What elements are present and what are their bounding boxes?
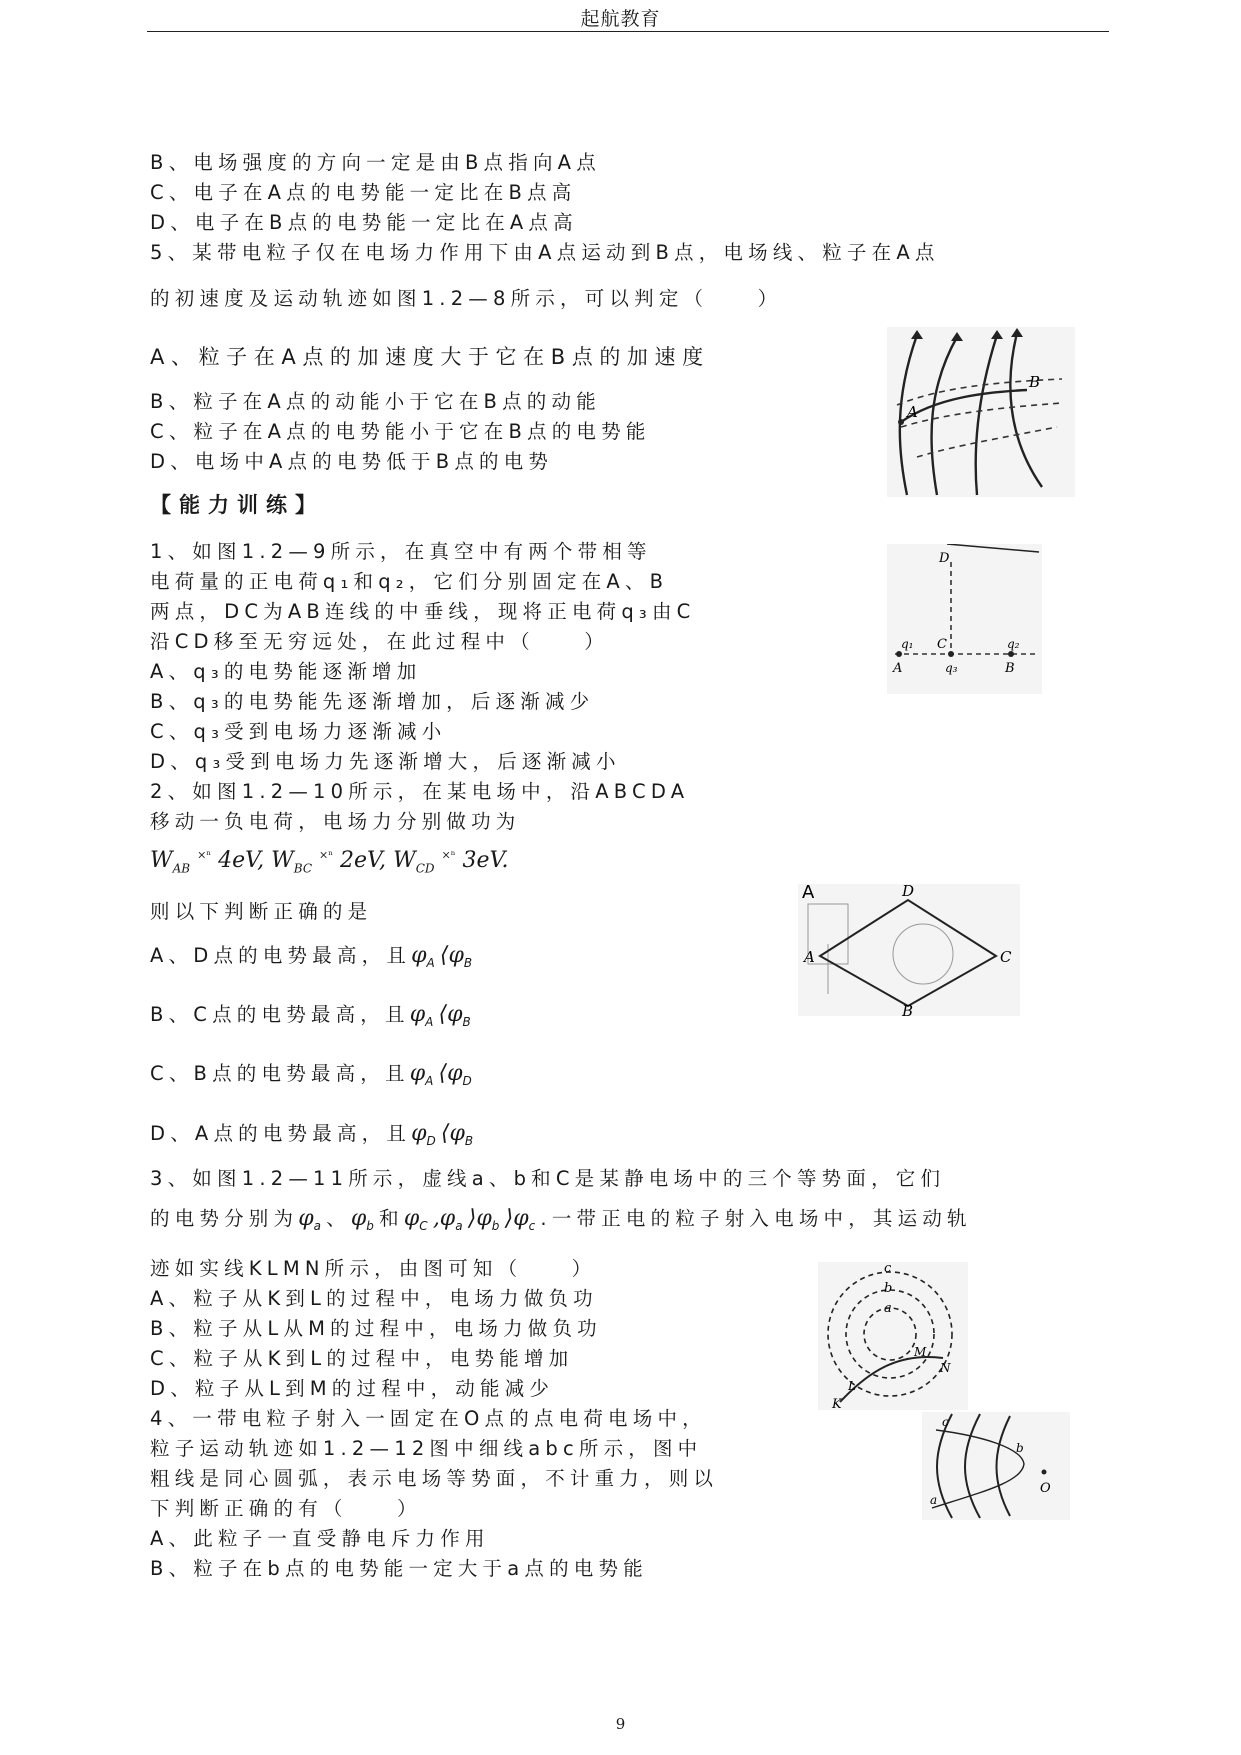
text-line: 则以下判断正确的是	[150, 900, 373, 923]
figure-label: A	[907, 403, 918, 421]
figure-label: q₂	[1007, 637, 1020, 651]
page-number: 9	[615, 1715, 626, 1733]
figure-label: C	[1000, 948, 1012, 966]
q2-option-a: A、D点的电势最高，且$\varphi_A⟨\varphi_B$	[150, 943, 478, 970]
figure-label: O	[1040, 1481, 1051, 1496]
figure-1-2-9	[887, 544, 1042, 694]
figure-label: A	[802, 884, 815, 903]
particle-trajectory-diagram	[922, 1412, 1070, 1520]
figure-label: D	[939, 551, 950, 566]
charges-diagram	[887, 544, 1042, 694]
text-line: D、q₃受到电场力先逐渐增大，后逐渐减小	[150, 750, 621, 773]
formula-subscript: AB	[172, 861, 191, 876]
text-line: 迹如实线KLMN所示，由图可知（ ）	[150, 1257, 597, 1280]
text-line: C、粒子在A点的电势能小于它在B点的电势能	[150, 420, 651, 443]
text-line: A、粒子在A点的加速度大于它在B点的加速度	[150, 345, 710, 369]
text-line: B、q₃的电势能先逐渐增加，后逐渐减少	[150, 690, 595, 713]
figure-label: B	[1029, 373, 1041, 391]
text-line: 移动一负电荷，电场力分别做功为	[150, 810, 521, 833]
concentric-equipotentials-diagram	[818, 1262, 968, 1410]
text-line: 2、如图1.2—10所示，在某电场中，沿ABCDA	[150, 780, 690, 803]
text-line: 粒子运动轨迹如1.2—12图中细线abc所示，图中	[150, 1437, 703, 1460]
text-line: D、粒子从L到M的过程中，动能减少	[150, 1377, 555, 1400]
text-line: D、电场中A点的电势低于B点的电势	[150, 450, 554, 473]
trajectory	[901, 390, 1027, 422]
q3-potential-line: 的电势分别为$\varphi_a$、$\varphi_b$和$\varphi_C,\varphi_a⟩\varphi_b⟩\varphi_c$.一带正电的粒子射入电场中，其运动轨	[150, 1206, 972, 1233]
formula-value: 2eV,	[340, 848, 387, 873]
text-line: 沿CD移至无穷远处，在此过程中（ ）	[150, 630, 609, 653]
figure-label: N	[940, 1361, 951, 1375]
formula-value: 3eV.	[462, 848, 509, 873]
formula-symbol: W	[393, 848, 416, 873]
header-divider	[147, 31, 1109, 32]
figure-1-2-11	[818, 1262, 968, 1410]
text-line: A、粒子从K到L的过程中，电场力做负功	[150, 1287, 598, 1310]
formula-value: 4eV,	[218, 848, 265, 873]
text-line: C、q₃受到电场力逐渐减小	[150, 720, 447, 743]
figure-label: A	[804, 948, 815, 966]
text-line: A、q₃的电势能逐渐增加	[150, 660, 422, 683]
figure-1-2-10	[798, 884, 1020, 1016]
formula-symbol: W	[150, 848, 173, 873]
figure-1-2-12	[922, 1412, 1070, 1520]
text-line: C、粒子从K到L的过程中，电势能增加	[150, 1347, 574, 1370]
text-line: 的初速度及运动轨迹如图1.2—8所示，可以判定（ ）	[150, 287, 783, 310]
figure-label: B	[1005, 661, 1015, 676]
field-lines-diagram	[887, 327, 1075, 497]
text-line: 电荷量的正电荷q₁和q₂，它们分别固定在A、B	[150, 570, 669, 593]
figure-label: D	[902, 884, 915, 900]
figure-label: q₃	[945, 661, 958, 675]
figure-label: M	[914, 1345, 927, 1359]
figure-label: q₁	[901, 637, 914, 651]
text-line: D、电子在B点的电势能一定比在A点高	[150, 211, 578, 234]
text-line: 两点，DC为AB连线的中垂线，现将正电荷q₃由C	[150, 600, 696, 623]
section-heading: 【能力训练】	[150, 493, 324, 517]
figure-label: c	[942, 1415, 949, 1429]
text-line: 1、如图1.2—9所示，在真空中有两个带相等	[150, 540, 652, 563]
figure-label: b	[1016, 1441, 1024, 1455]
figure-label: a	[884, 1301, 892, 1316]
work-formula: $W_{AB}$ $^{\times^n}$ 4eV, $W_{BC}$ $^{\times^n}$ 2eV, $W_{CD}$ $^{\times^n}$ 3eV.	[150, 848, 509, 876]
figure-label: b	[884, 1281, 893, 1296]
field-line	[976, 335, 997, 495]
equipotential-dashed	[901, 403, 1062, 427]
figure-1-2-8	[887, 327, 1075, 497]
text-line: A、此粒子一直受静电斥力作用	[150, 1527, 490, 1550]
figure-label: c	[884, 1262, 892, 1276]
figure-label: B	[902, 1002, 914, 1016]
text-line: B、粒子从L从M的过程中，电场力做负功	[150, 1317, 602, 1340]
q2-option-d: D、A点的电势最高，且$\varphi_D⟨\varphi_B$	[150, 1121, 479, 1148]
formula-subscript: CD	[415, 861, 435, 876]
rhombus-path-diagram	[798, 884, 1020, 1016]
text-line: 4、一带电粒子射入一固定在O点的点电荷电场中，	[150, 1407, 707, 1430]
text-line: B、粒子在b点的电势能一定大于a点的电势能	[150, 1557, 648, 1580]
formula-symbol: W	[271, 848, 294, 873]
figure-label: K	[832, 1397, 842, 1410]
text-line: 3、如图1.2—11所示，虚线a、b和C是某静电场中的三个等势面，它们	[150, 1167, 946, 1190]
document-header-title: 起航教育	[580, 8, 661, 30]
field-line	[1010, 333, 1042, 487]
q2-option-c: C、B点的电势最高，且$\varphi_A⟨\varphi_D$	[150, 1061, 477, 1088]
equipotential-dashed	[917, 427, 1057, 457]
text-line: 下判断正确的有（ ）	[150, 1497, 422, 1520]
figure-label: L	[848, 1379, 856, 1393]
text-line: B、电场强度的方向一定是由B点指向A点	[150, 151, 601, 174]
text-line: B、粒子在A点的动能小于它在B点的动能	[150, 390, 601, 413]
text-line: C、电子在A点的电势能一定比在B点高	[150, 181, 577, 204]
figure-label: C	[937, 637, 947, 652]
formula-subscript: BC	[293, 861, 313, 876]
q2-option-b: B、C点的电势最高，且$\varphi_A⟨\varphi_B$	[150, 1002, 476, 1029]
figure-label: a	[930, 1493, 938, 1507]
text-line: 5、某带电粒子仅在电场力作用下由A点运动到B点，电场线、粒子在A点	[150, 241, 940, 264]
text-line: 粗线是同心圆弧，表示电场等势面，不计重力，则以	[150, 1467, 719, 1490]
figure-label: A	[893, 661, 903, 676]
